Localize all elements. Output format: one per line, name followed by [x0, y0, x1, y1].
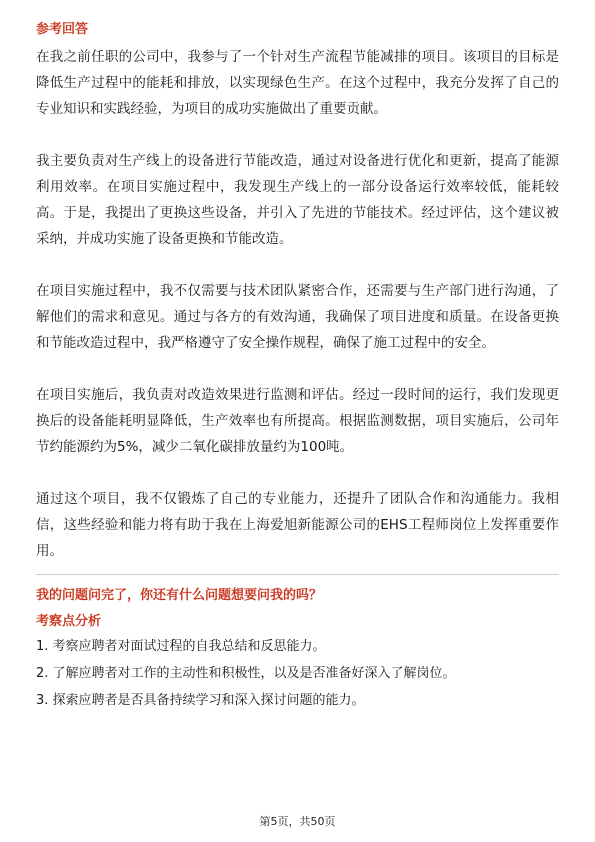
- reference-answer-title: 参考回答: [36, 22, 89, 37]
- section-divider: [36, 574, 559, 575]
- analysis-point-1: 1. 考察应聘者对面试过程的自我总结和反思能力。: [36, 639, 326, 654]
- interview-question: 我的问题问完了，你还有什么问题想要问我的吗？: [36, 588, 323, 603]
- answer-paragraph-2: 我主要负责对生产线上的设备进行节能改造，通过对设备进行优化和更新，提高了能源利用效率。在项目实施过程中，我发现生产线上的一部分设备运行效率较低，能耗较高。于是，我提出了更换这些设备，并引入了先进的节能技术。经过评估，这个建议被采纳，并成功实施了设备更换和节能改造。: [36, 153, 559, 247]
- analysis-title: 考察点分析: [36, 614, 102, 629]
- answer-paragraph-4: 在项目实施后，我负责对改造效果进行监测和评估。经过一段时间的运行，我们发现更换后的设备能耗明显降低，生产效率也有所提高。根据监测数据，项目实施后，公司年节约能源约为5%，减少二氧化碳排放量约为100吨。: [36, 387, 559, 455]
- answer-paragraph-1: 在我之前任职的公司中，我参与了一个针对生产流程节能减排的项目。该项目的目标是降低生产过程中的能耗和排放，以实现绿色生产。在这个过程中，我充分发挥了自己的专业知识和实践经验，为项目的成功实施做出了重要贡献。: [36, 49, 559, 117]
- answer-paragraph-5: 通过这个项目，我不仅锻炼了自己的专业能力，还提升了团队合作和沟通能力。我相信，这些经验和能力将有助于我在上海爱旭新能源公司的EHS工程师岗位上发挥重要作用。: [36, 491, 559, 559]
- analysis-point-2: 2. 了解应聘者对工作的主动性和积极性，以及是否准备好深入了解岗位。: [36, 666, 456, 681]
- answer-paragraph-3: 在项目实施过程中，我不仅需要与技术团队紧密合作，还需要与生产部门进行沟通，了解他们的需求和意见。通过与各方的有效沟通，我确保了项目进度和质量。在设备更换和节能改造过程中，我严格遵守了安全操作规程，确保了施工过程中的安全。: [36, 283, 559, 351]
- page-number: 第5页，共50页: [259, 815, 336, 828]
- analysis-point-3: 3. 探索应聘者是否具备持续学习和深入探讨问题的能力。: [36, 693, 365, 708]
- document-page: [36, 20, 559, 716]
